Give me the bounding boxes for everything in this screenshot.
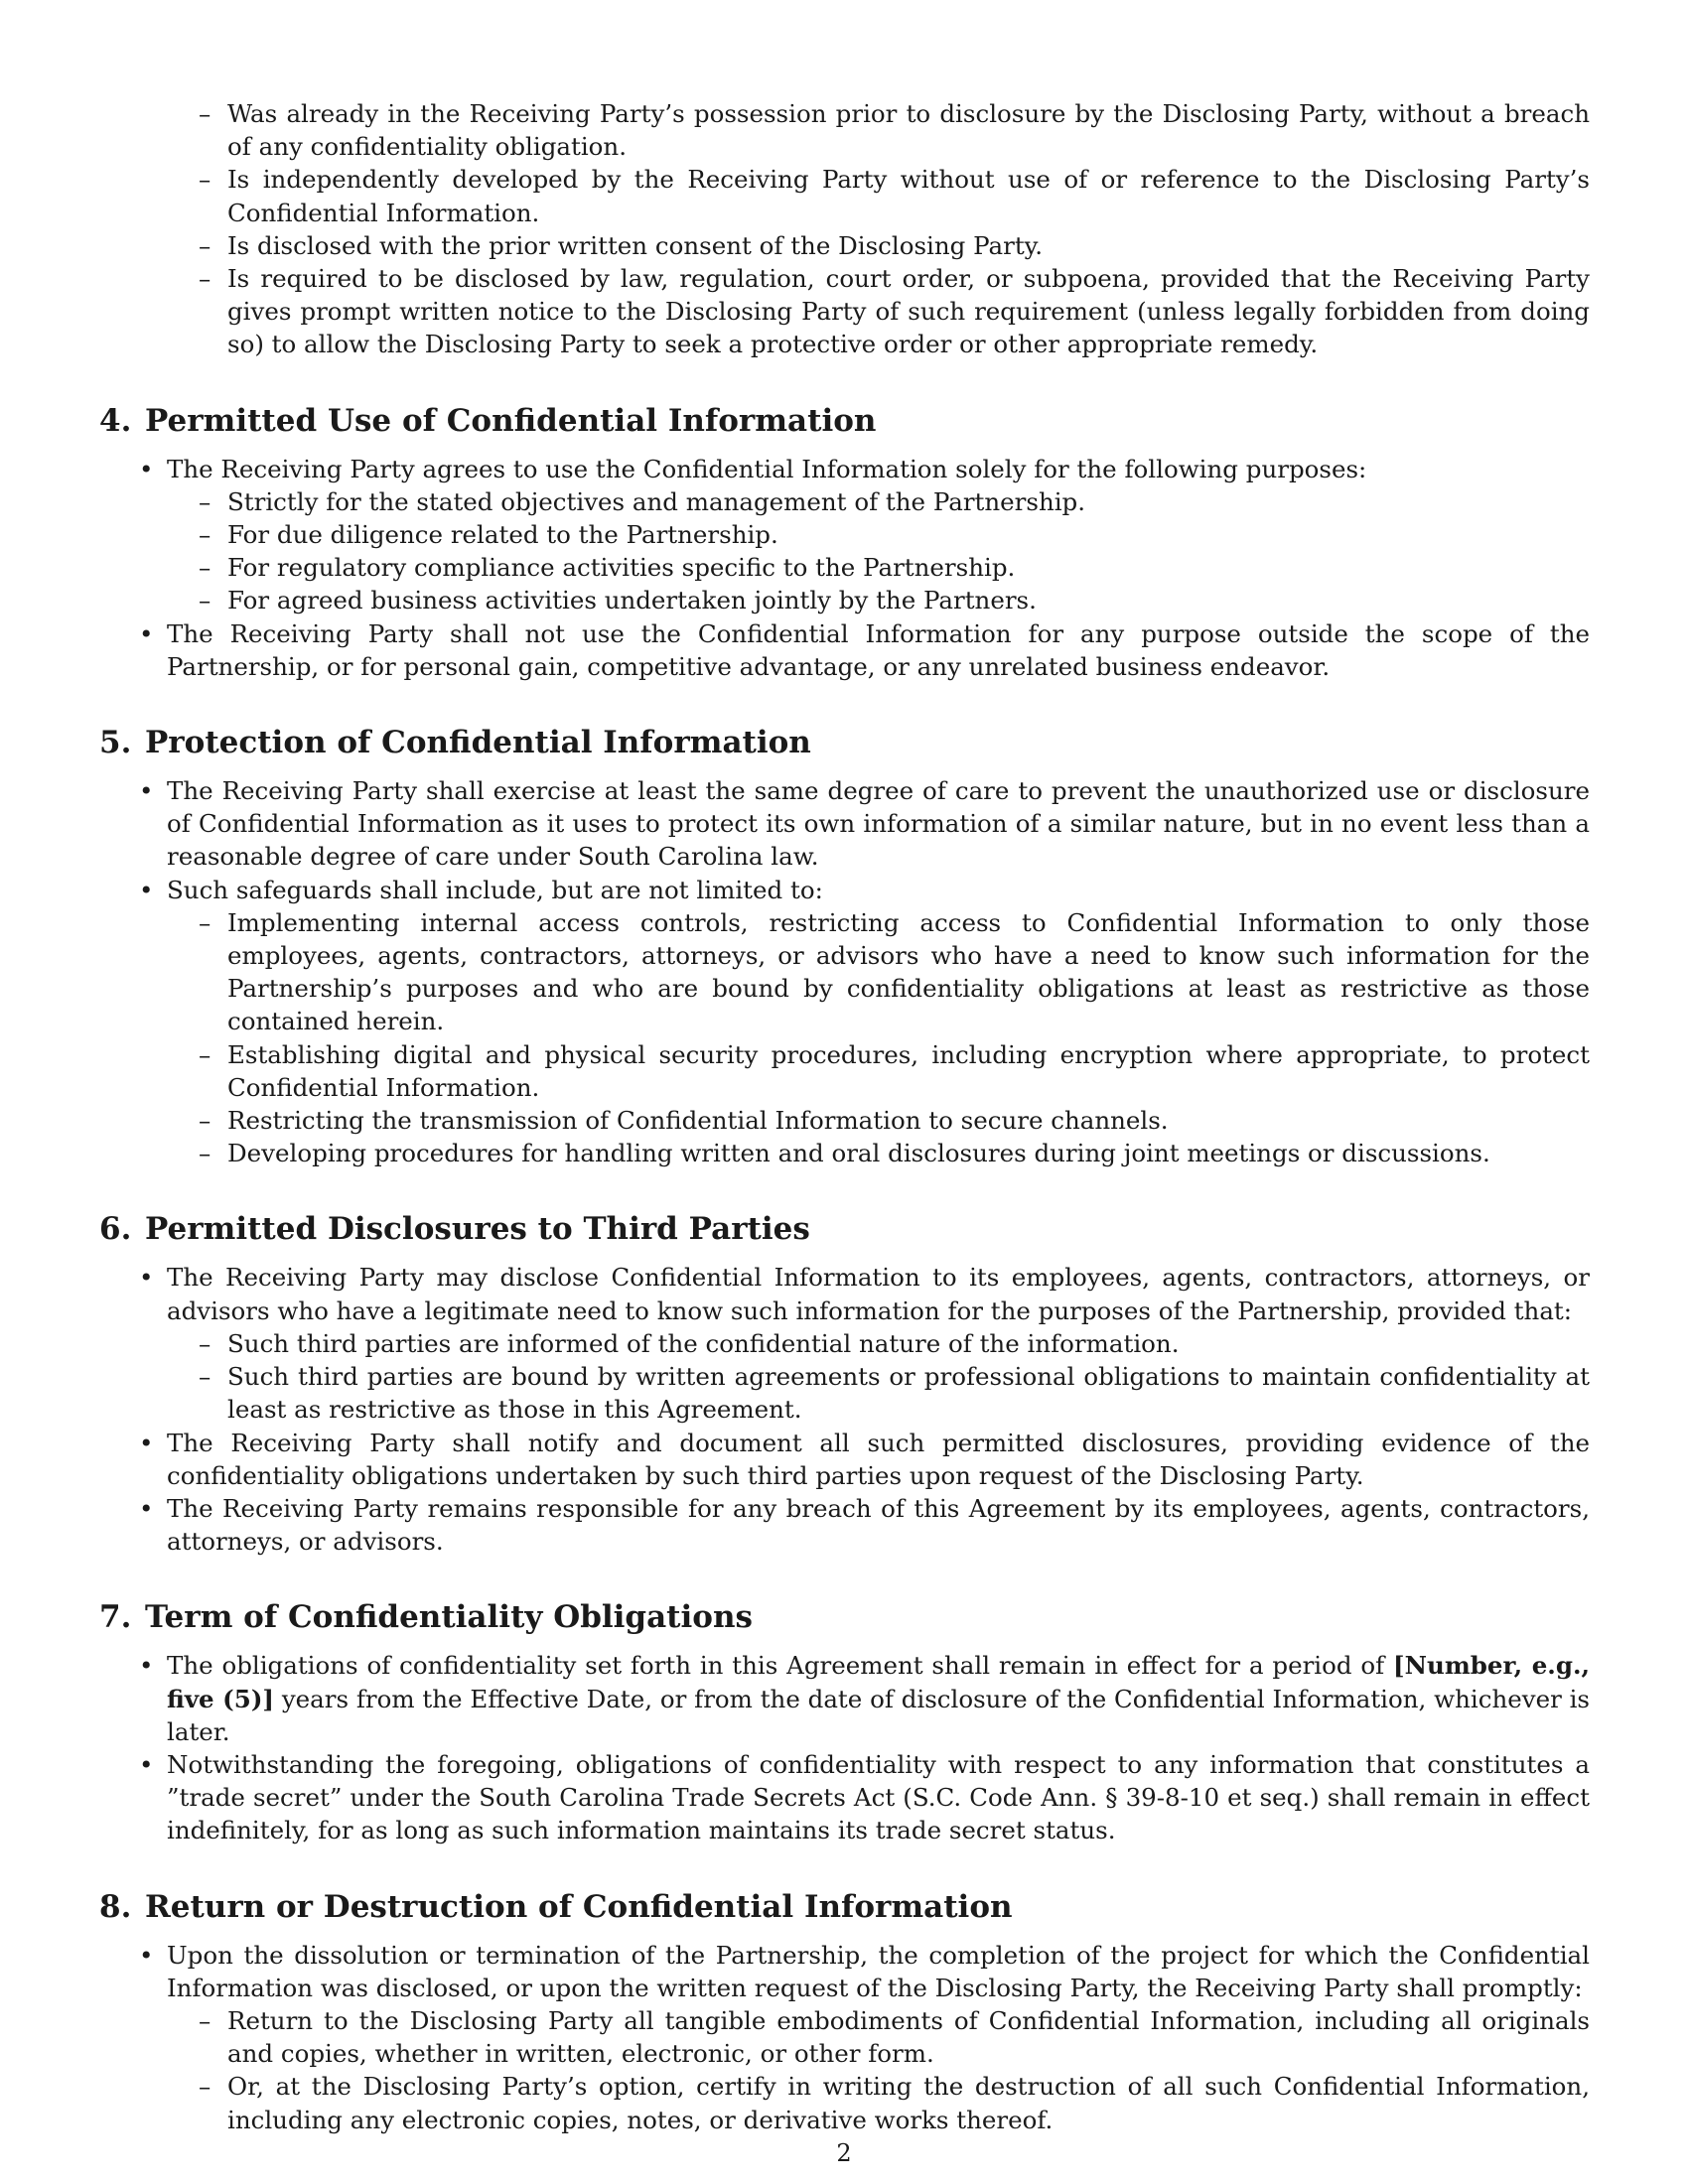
section-7-heading (99, 1597, 1590, 1637)
section-number: 8. (99, 1888, 132, 1925)
list-item: – For agreed business activities undertaken jointly by the Partners. (167, 584, 1590, 616)
section-7-list (99, 1649, 1590, 1846)
term-text-end: years from the Effective Date, or from the date of disclosure of the Confidential Information, whichever is later. (167, 1684, 1590, 1746)
sub-list (167, 485, 1590, 617)
sub-list (167, 2004, 1590, 2136)
list-item (99, 874, 1590, 1170)
section-title: Return or Destruction of Confidential Information (145, 1888, 1013, 1925)
section-6-heading (99, 1209, 1590, 1249)
sub-list (167, 1327, 1590, 1427)
section-number: 5. (99, 725, 132, 761)
list-item: – Or, at the Disclosing Party’s option, certify in writing the destruction of all such Confidential Information, including any electronic copies, notes, or derivative works thereof. (167, 2070, 1590, 2135)
list-item-text: The Receiving Party may disclose Confidential Information to its employees, agents, contractors, attorneys, or advisors who have a legitimate need to know such information for the purposes of the Partnership, provided that: (167, 1263, 1590, 1325)
section-title: Permitted Use of Confidential Information (145, 402, 877, 439)
list-item (99, 1939, 1590, 2136)
list-item: – Such third parties are informed of the confidential nature of the information. (167, 1327, 1590, 1360)
list-item: – Such third parties are bound by written agreements or professional obligations to maintain confidentiality at least as restrictive as those in this Agreement. (167, 1360, 1590, 1426)
list-item: – For due diligence related to the Partnership. (167, 518, 1590, 551)
section-8-heading (99, 1887, 1590, 1927)
section-6-list (99, 1261, 1590, 1558)
exclusions-list (99, 97, 1590, 361)
list-item (99, 453, 1590, 617)
list-item-text: Such safeguards shall include, but are not limited to: (167, 875, 823, 904)
list-item: • The Receiving Party shall not use the Confidential Information for any purpose outside the scope of the Partnership, or for personal gain, competitive advantage, or any unrelated business endeavor. (99, 617, 1590, 683)
list-item (99, 1649, 1590, 1748)
section-4-heading (99, 401, 1590, 441)
list-item: – Implementing internal access controls, restricting access to Confidential Information to only those employees, agents, contractors, attorneys, or advisors who have a need to know such information for the Partnership’s purposes and who are bound by confidentiality obligations at least as restrictive as those contained herein. (167, 906, 1590, 1038)
list-item: – Strictly for the stated objectives and management of the Partnership. (167, 485, 1590, 518)
section-4-list (99, 453, 1590, 683)
list-item: – Establishing digital and physical security procedures, including encryption where appropriate, to protect Confidential Information. (167, 1038, 1590, 1104)
term-placeholder: [Number, e.g., five (5)] (167, 1651, 1591, 1713)
section-title: Protection of Confidential Information (145, 725, 811, 761)
list-item: – Restricting the transmission of Confidential Information to secure channels. (167, 1104, 1590, 1137)
section-5-list (99, 774, 1590, 1169)
section-number: 7. (99, 1599, 132, 1636)
page-number: 2 (836, 2139, 852, 2167)
list-item: – For regulatory compliance activities specific to the Partnership. (167, 551, 1590, 584)
list-item: – Is independently developed by the Receiving Party without use of or reference to the Disclosing Party’s Confidential Information. (99, 163, 1590, 228)
list-item: – Is required to be disclosed by law, regulation, court order, or subpoena, provided that the Receiving Party gives prompt written notice to the Disclosing Party of such requirement (unless legally forbidden from doing so) to allow the Disclosing Party to seek a protective order or other appropriate remedy. (99, 262, 1590, 361)
term-text-start: The obligations of confidentiality set forth in this Agreement shall remain in effect for a period of (167, 1651, 1394, 1681)
section-number: 6. (99, 1211, 132, 1248)
list-item: • The Receiving Party remains responsible for any breach of this Agreement by its employees, agents, contractors, attorneys, or advisors. (99, 1492, 1590, 1558)
list-item: – Return to the Disclosing Party all tangible embodiments of Confidential Information, including all originals and copies, whether in written, electronic, or other form. (167, 2004, 1590, 2070)
list-item-text: The Receiving Party agrees to use the Confidential Information solely for the following purposes: (167, 454, 1367, 483)
sub-list (167, 906, 1590, 1170)
section-8-list (99, 1939, 1590, 2136)
section-title: Term of Confidentiality Obligations (145, 1599, 753, 1636)
document-page (99, 97, 1590, 2136)
list-item (99, 1261, 1590, 1426)
list-item: • The Receiving Party shall notify and document all such permitted disclosures, providing evidence of the confidentiality obligations undertaken by such third parties upon request of the Disclosing Party. (99, 1427, 1590, 1492)
section-5-heading (99, 723, 1590, 762)
list-item: – Developing procedures for handling written and oral disclosures during joint meetings or discussions. (167, 1137, 1590, 1169)
section-number: 4. (99, 402, 132, 439)
list-item: • The Receiving Party shall exercise at least the same degree of care to prevent the unauthorized use or disclosure of Confidential Information as it uses to protect its own information of a similar nature, but in no event less than a reasonable degree of care under South Carolina law. (99, 774, 1590, 874)
list-item: – Was already in the Receiving Party’s possession prior to disclosure by the Disclosing Party, without a breach of any confidentiality obligation. (99, 97, 1590, 163)
list-item: • Notwithstanding the foregoing, obligations of confidentiality with respect to any information that constitutes a ”trade secret” under the South Carolina Trade Secrets Act (S.C. Code Ann. § 39-8-10 et seq.) shall remain in effect indefinitely, for as long as such information maintains its trade secret status. (99, 1748, 1590, 1847)
section-title: Permitted Disclosures to Third Parties (145, 1211, 810, 1248)
list-item-text: Upon the dissolution or termination of the Partnership, the completion of the project for which the Confidential Information was disclosed, or upon the written request of the Disclosing Party, the Receiving Party shall promptly: (167, 1940, 1590, 2002)
list-item: – Is disclosed with the prior written consent of the Disclosing Party. (99, 229, 1590, 262)
